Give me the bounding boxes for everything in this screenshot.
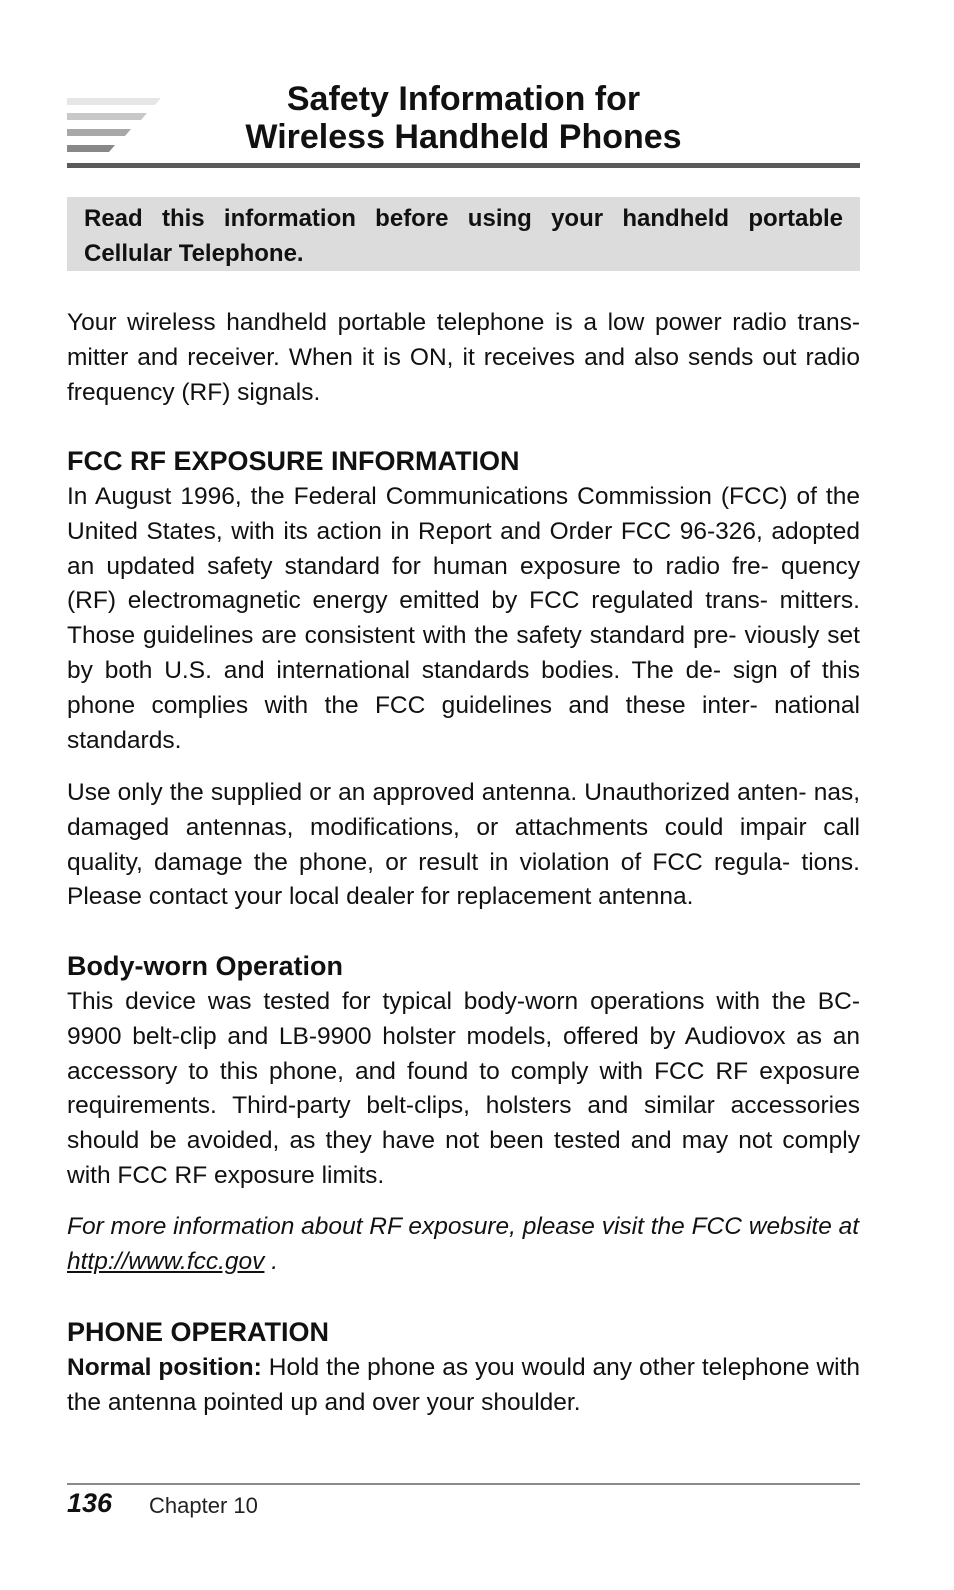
header-rule — [67, 163, 860, 168]
page-title-line2: Wireless Handheld Phones — [245, 118, 682, 156]
phone-operation-section — [67, 1351, 860, 1421]
notice-box — [67, 197, 860, 271]
page-title-line1: Safety Information for — [286, 80, 641, 118]
fcc-section — [67, 480, 860, 758]
footer-rule — [67, 1483, 860, 1485]
more-info-paragraph — [67, 1210, 860, 1280]
fcc-paragraph-1: In August 1996, the Federal Communications Commission (FCC) of the United States, with its action in Report and Order FCC 96-326, adopted an updated safety standard for human exposure to radio fre- quency (RF) electromagnetic energy emitted by FCC regulated trans- mitters. Those guidelines are consistent with the safety standard pre- viously set by both U.S. and international standards bodies. The de- sign of this phone complies with the FCC guidelines and these inter- national standards. — [67, 483, 860, 754]
chapter-label: Chapter 10 — [149, 1493, 258, 1518]
normal-position-text: Hold the phone as you would any other telephone with the antenna pointed up and over your shoulder. — [67, 1354, 861, 1416]
fcc-website-link[interactable]: http://www.fcc.gov — [67, 1247, 265, 1275]
page-number: 136 — [67, 1488, 113, 1518]
normal-position-label: Normal position: — [67, 1354, 262, 1381]
intro-paragraph: Your wireless handheld portable telephone is a low power radio trans- mitter and receiver. When it is ON, it receives and also sends out radio frequency (RF) signals. — [67, 309, 860, 406]
more-info-section — [67, 1210, 860, 1280]
page-title — [67, 80, 860, 156]
phone-operation-heading: PHONE OPERATION — [67, 1317, 330, 1347]
more-info-prefix: For more information about RF exposure, please visit the FCC website at — [67, 1213, 860, 1240]
body-worn-heading: Body-worn Operation — [67, 951, 343, 981]
more-info-suffix: . — [264, 1247, 279, 1275]
body-worn-section — [67, 985, 860, 1194]
normal-position-paragraph — [67, 1351, 860, 1421]
notice-text: Read this information before using your handheld portable Cellular Telephone. — [84, 205, 843, 267]
page-header — [67, 80, 860, 172]
fcc-paragraph-2: Use only the supplied or an approved antenna. Unauthorized anten- nas, damaged antennas, modifications, or attachments could impair call quality, damage the phone, or result in violation of FCC regula- tions. Please contact your local dealer for replacement antenna. — [67, 779, 860, 911]
antenna-section — [67, 776, 860, 915]
body-worn-paragraph: This device was tested for typical body-worn operations with the BC- 9900 belt-clip and LB-9900 holster models, offered by Audiovox as an accessory to this phone, and found to comply with FCC RF exposure requirements. Third-party belt-clips, holsters and similar accessories should be avoided, as they have not been tested and may not comply with FCC RF exposure limits. — [67, 988, 860, 1189]
fcc-heading: FCC RF EXPOSURE INFORMATION — [67, 446, 520, 476]
intro-section — [67, 306, 860, 410]
